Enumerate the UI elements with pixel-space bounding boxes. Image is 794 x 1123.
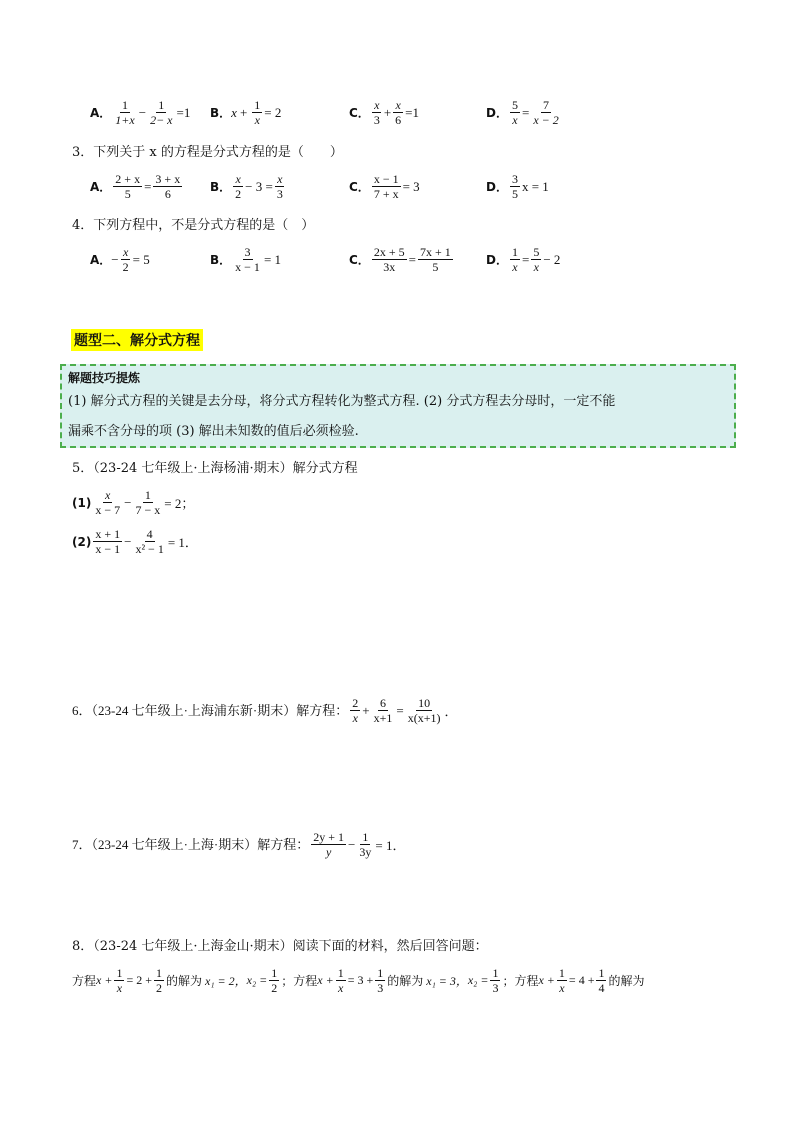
q3-option-d: D． $\frac{3}{5}$ x = 1 — [486, 172, 549, 201]
q3-stem: 3．下列关于 x 的方程是分式方程的是（ ） — [72, 145, 343, 160]
q4-option-d-label: D． — [486, 253, 508, 267]
q8-line: 方程 x + $\frac{1}{x}$ = 2 + $\frac{1}{2}$ 的解为 x₁ = 2， x₂ = $\frac{1}{2}$ ；方程 x + $\frac{1}{x}$ = 3 + $\frac{1}{3}$ 的解为 x₁ = 3， x₂ = $\frac{1}{3}$ ；方程 x + $\frac{1}{x}$ = 4 + $\frac{1}{4}$ 的解为 — [72, 966, 645, 995]
q7: 7．（23-24 七年级上·上海·期末）解方程： $\frac{2y + 1}{y}$ − $\frac{1}{3y}$ = 1． — [72, 830, 406, 859]
fraction: $\frac{3}{x - 1}$ — [235, 245, 260, 274]
q4-option-d: D． $\frac{1}{x}$ = $\frac{5}{x}$ − 2 — [486, 245, 561, 274]
fraction: $\frac{1}{x}$ — [511, 245, 518, 274]
q2-option-a-label: A． — [90, 106, 112, 120]
q2-option-d-label: D． — [486, 106, 508, 120]
fraction: $\frac{x}{2}$ — [235, 172, 242, 201]
fraction: $\frac{1}{3}$ — [377, 966, 384, 995]
fraction: $\frac{x}{2}$ — [122, 245, 129, 274]
q3-option-b: B． $\frac{x}{2}$ − 3 = $\frac{x}{3}$ — [210, 172, 283, 201]
q8-stem: 8．（23-24 七年级上·上海金山·期末）阅读下面的材料，然后回答问题： — [72, 939, 488, 954]
q4-option-a-label: A． — [90, 253, 112, 267]
fraction: $\frac{6}{x+1}$ — [373, 696, 393, 725]
fraction: $\frac{x}{x - 7}$ — [95, 488, 121, 517]
fraction: $\frac{2 + x}{5}$ — [115, 172, 141, 201]
q2-option-d: D． $\frac{5}{x}$ = $\frac{7}{x - 2}$ — [486, 98, 559, 127]
fraction: $\frac{5}{x}$ — [533, 245, 540, 274]
fraction: $\frac{1}{1+x}$ — [115, 98, 135, 127]
fraction: $\frac{7x + 1}{5}$ — [419, 245, 451, 274]
q4-stem: 4．下列方程中，不是分式方程的是（ ） — [72, 218, 315, 233]
q2-option-c-label: C． — [349, 106, 370, 120]
fraction: $\frac{1}{x}$ — [337, 966, 344, 995]
fraction: $\frac{10}{x(x+1)}$ — [407, 696, 441, 725]
fraction: $\frac{x}{3}$ — [373, 98, 380, 127]
fraction: $\frac{1}{x}$ — [254, 98, 261, 127]
q3-option-c-label: C． — [349, 180, 370, 194]
fraction: $\frac{x}{3}$ — [276, 172, 283, 201]
q5-part-1: (1) $\frac{x}{x - 7}$ − $\frac{1}{7 - x}$ = 2； — [72, 488, 195, 517]
q7-stem: 7．（23-24 七年级上·上海·期末）解方程： — [72, 836, 310, 852]
q6: 6．（23-24 七年级上·上海浦东新·期末）解方程： $\frac{2}{x}$ + $\frac{6}{x+1}$ = $\frac{10}{x(x+1)}$ ． — [72, 696, 458, 725]
fraction: $\frac{1}{2- x}$ — [150, 98, 173, 127]
q4-option-b-label: B． — [210, 253, 232, 267]
tips-line-2: 漏乘不含分母的项 (3) 解出未知数的值后必须检验. — [68, 424, 359, 439]
q2-option-b-label: B． — [210, 106, 232, 120]
q2-option-a: A． $\frac{1}{1+x}$ − $\frac{1}{2- x}$ =1 — [90, 98, 191, 127]
fraction: $\frac{2x + 5}{3x}$ — [373, 245, 405, 274]
section-heading: 题型二、解分式方程 — [71, 329, 203, 351]
q4-option-c: C． $\frac{2x + 5}{3x}$ = $\frac{7x + 1}{5}$ — [349, 245, 451, 274]
fraction: $\frac{2}{x}$ — [352, 696, 359, 725]
q3-option-b-label: B． — [210, 180, 232, 194]
fraction: $\frac{3}{5}$ — [511, 172, 518, 201]
fraction: $\frac{x - 1}{7 + x}$ — [373, 172, 399, 201]
q4-option-c-label: C． — [349, 253, 370, 267]
fraction: $\frac{1}{4}$ — [598, 966, 605, 995]
tips-title: 解题技巧提炼 — [68, 371, 141, 385]
fraction: $\frac{1}{7 - x}$ — [135, 488, 161, 517]
q3-option-c: C． $\frac{x - 1}{7 + x}$ = 3 — [349, 172, 420, 201]
fraction: $\frac{7}{x - 2}$ — [533, 98, 559, 127]
q5-part-2-label: (2) — [72, 534, 92, 549]
fraction: $\frac{5}{x}$ — [511, 98, 518, 127]
q5-part-1-label: (1) — [72, 495, 92, 510]
q3-option-a: A． $\frac{2 + x}{5}$ = $\frac{3 + x}{6}$ — [90, 172, 181, 201]
q6-stem: 6．（23-24 七年级上·上海浦东新·期末）解方程： — [72, 702, 349, 718]
q5-part-2: (2) $\frac{x + 1}{x - 1}$ − $\frac{4}{\text{x² − 1}}$ = 1． — [72, 527, 198, 556]
fraction: $\frac{2y + 1}{y}$ — [313, 830, 345, 859]
q3-option-a-label: A． — [90, 180, 112, 194]
fraction: $\frac{x + 1}{x - 1}$ — [95, 527, 121, 556]
fraction: $\frac{3 + x}{6}$ — [155, 172, 181, 201]
fraction: $\frac{4}{\text{x² − 1}}$ — [135, 527, 164, 556]
fraction: $\frac{x}{6}$ — [395, 98, 402, 127]
tips-line-1: (1) 解分式方程的关键是去分母，将分式方程转化为整式方程. (2) 分式方程去分母时，一定不能 — [68, 394, 616, 409]
q4-option-b: B． $\frac{3}{x - 1}$ = 1 — [210, 245, 282, 274]
fraction: $\frac{1}{2}$ — [156, 966, 162, 995]
fraction: $\frac{1}{3y}$ — [359, 830, 372, 859]
tips-box — [60, 364, 736, 448]
fraction: $\frac{1}{2}$ — [271, 966, 278, 995]
q4-option-a: A． − $\frac{x}{2}$ = 5 — [90, 245, 150, 274]
q2-option-b: B． x + $\frac{1}{x}$ = 2 — [210, 98, 282, 127]
fraction: $\frac{1}{x}$ — [116, 966, 123, 995]
q2-option-c: C． $\frac{x}{3}$ + $\frac{x}{6}$ =1 — [349, 98, 419, 127]
q3-option-d-label: D． — [486, 180, 508, 194]
fraction: $\frac{1}{3}$ — [492, 966, 499, 995]
q5-stem: 5．（23-24 七年级上·上海杨浦·期末）解分式方程 — [72, 461, 358, 476]
fraction: $\frac{1}{x}$ — [558, 966, 565, 995]
